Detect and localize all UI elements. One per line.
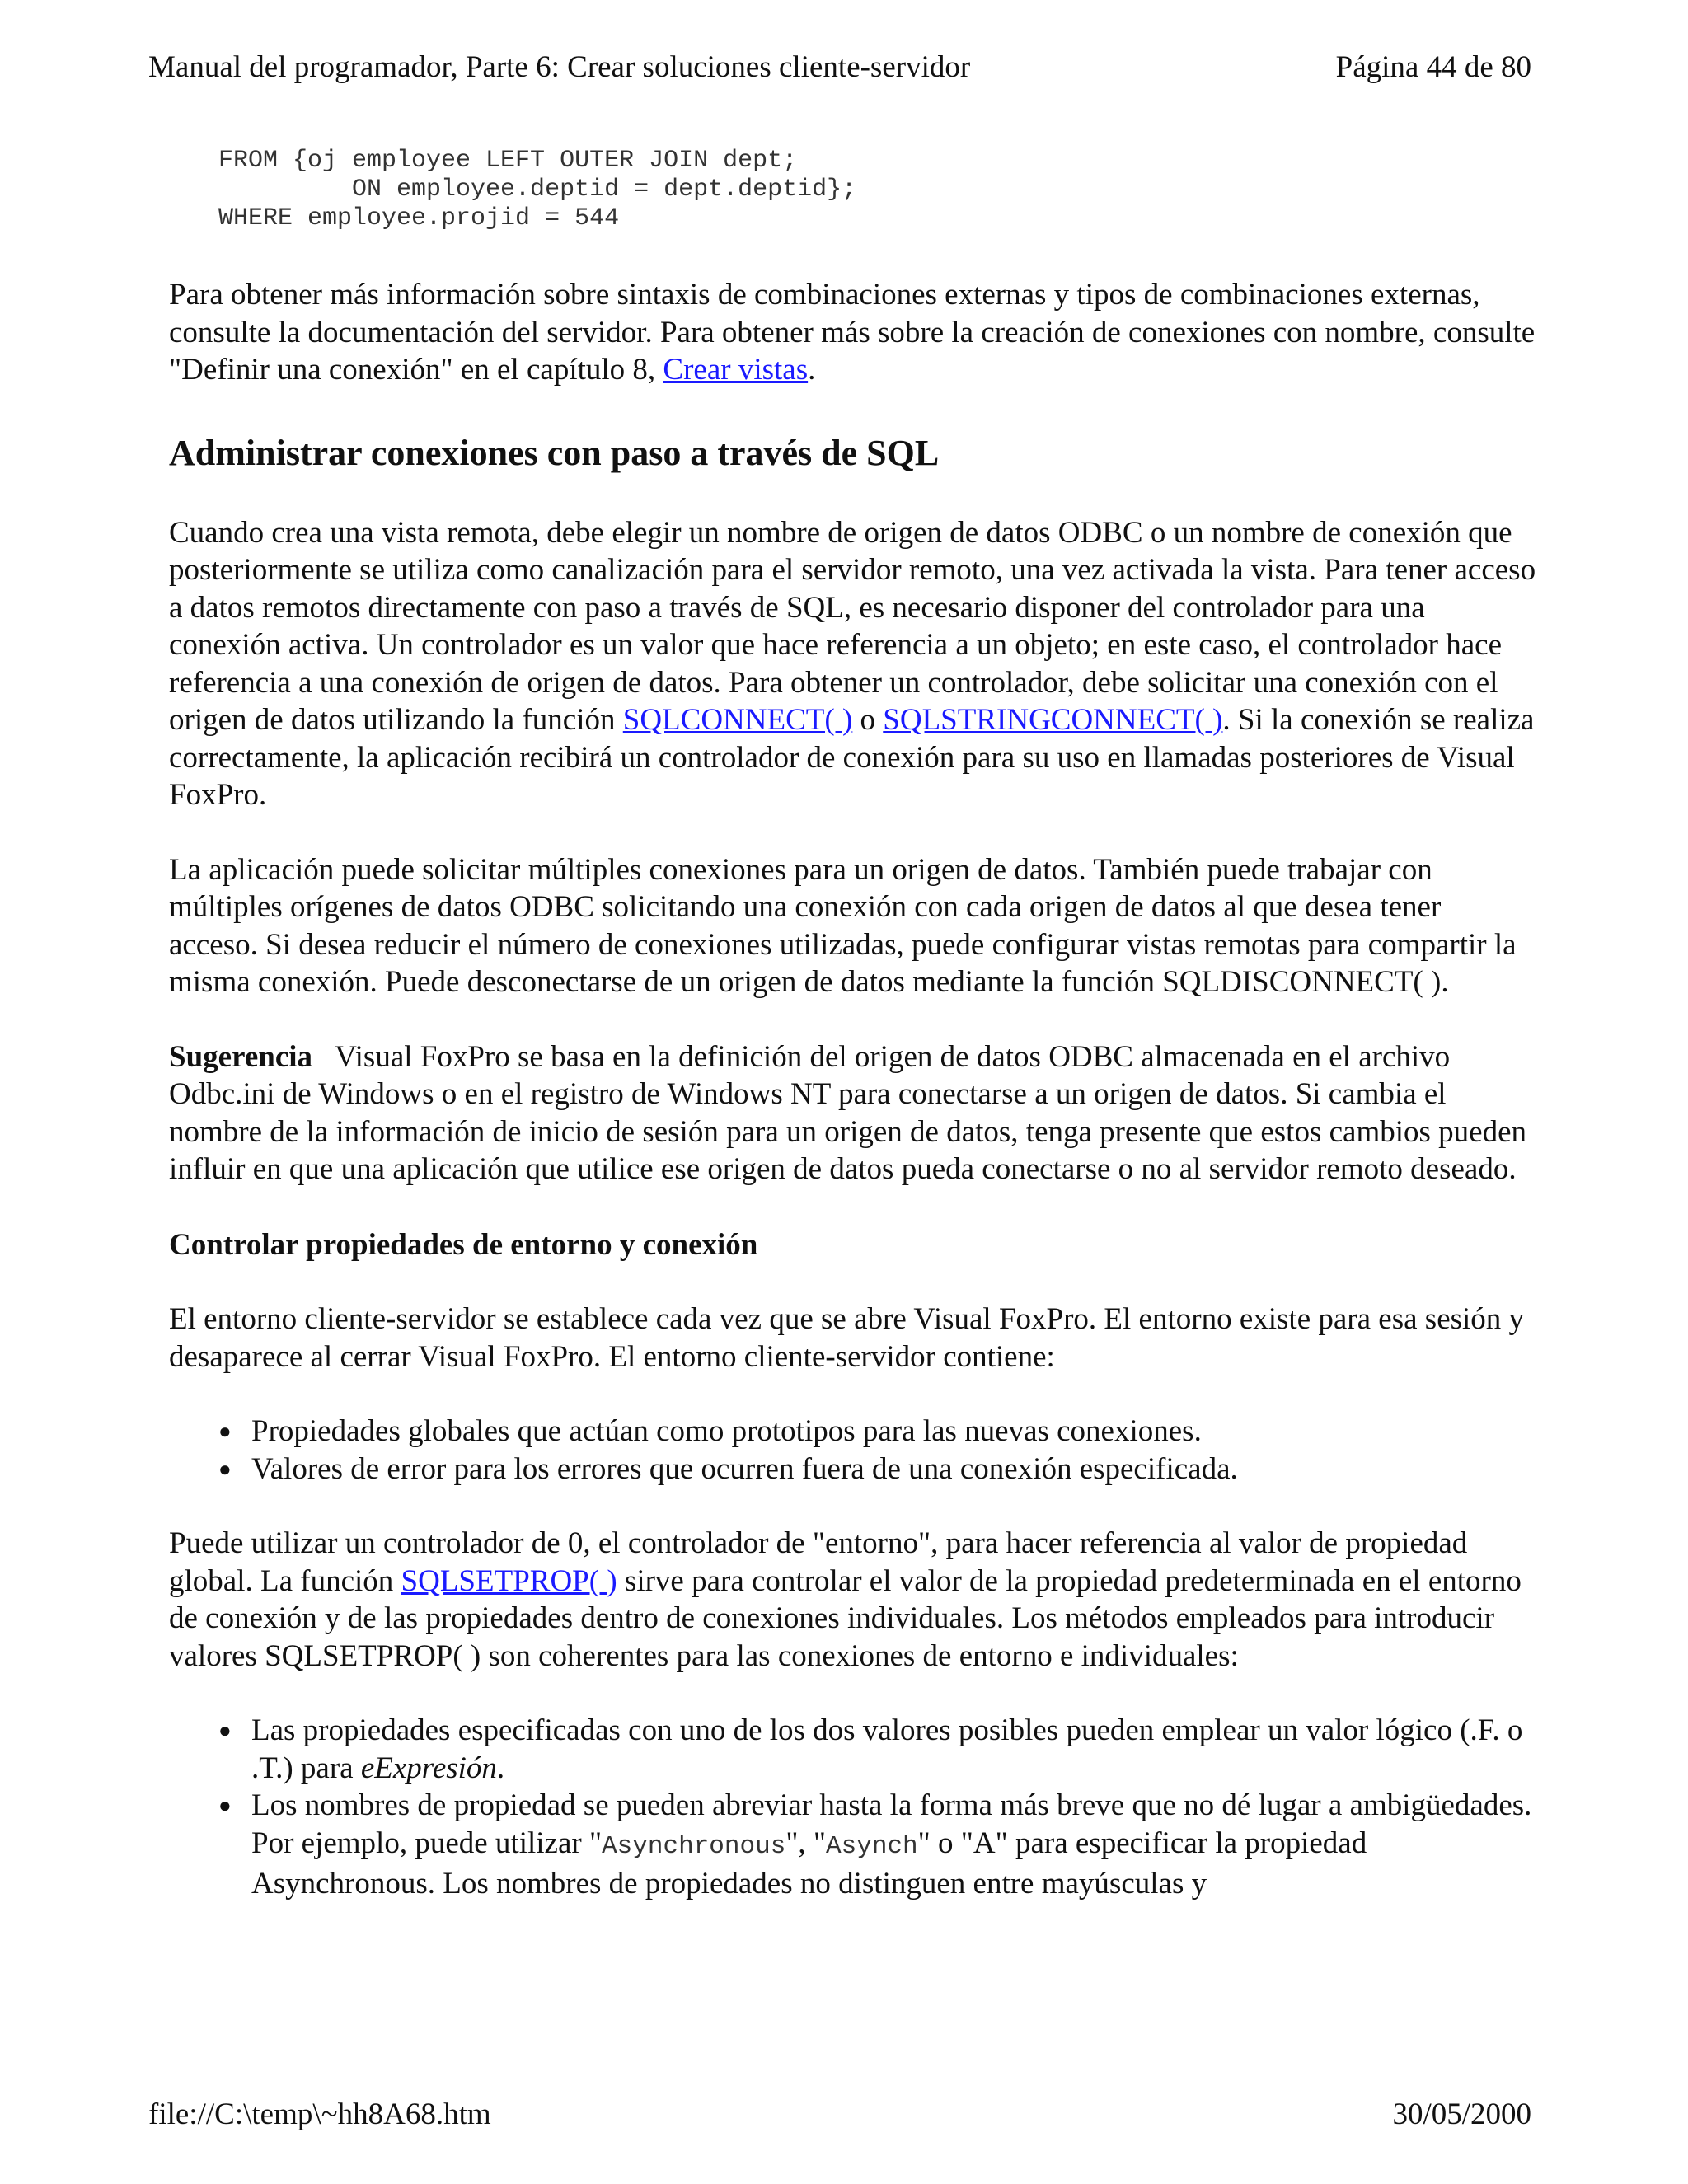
code-line: WHERE employee.projid = 544 [218, 204, 620, 232]
environment-list [169, 1413, 1537, 1488]
link-sqlconnect[interactable]: SQLCONNECT( ) [622, 703, 853, 737]
paragraph-sqlsetprop: Puede utilizar un controlador de 0, el controlador de "entorno", para hacer referencia al valor de propiedad global. La función SQLSETPROP( ) sirve para controlar el valor de la propiedad predeterminada en el entorno de conexión y de las propiedades dentro de conexiones individuales. Los métodos empleados para introducir valores SQLSETPROP( ) son coherentes para las conexiones de entorno e individuales: [169, 1526, 1522, 1673]
code-block [218, 147, 1537, 233]
bullet-icon: ● [218, 1718, 232, 1742]
link-sqlsetprop[interactable]: SQLSETPROP( ) [401, 1563, 617, 1598]
list-item: ● Valores de error para los errores que ocurren fuera de una conexión especificada. [169, 1451, 1537, 1488]
list-item: ● Los nombres de propiedad se pueden abreviar hasta la forma más breve que no dé lugar a ambigüedades. Por ejemplo, puede utilizar "Asynchronous", "Asynch" o "A" para especificar la propiedad Asynchronous. Los nombres de propiedades no distinguen entre mayúsculas y [218, 1788, 1532, 1900]
link-sqlstringconnect[interactable]: SQLSTRINGCONNECT( ) [883, 703, 1223, 737]
print-date: 30/05/2000 [1392, 2097, 1531, 2131]
bullet-icon: ● [218, 1793, 232, 1817]
page-header [148, 48, 1531, 87]
paragraph-multiple-connections: La aplicación puede solicitar múltiples conexiones para un origen de datos. También puede trabajar con múltiples orígenes de datos ODBC solicitando una conexión con cada origen de datos al que desea tener acceso. Si desea reducir el número de conexiones utilizadas, puede configurar vistas remotas para compartir la misma conexión. Puede desconectarse de un origen de datos mediante la función SQLDISCONNECT( ). [169, 852, 1517, 999]
code-line: ON employee.deptid = dept.deptid}; [218, 176, 857, 204]
link-crear-vistas[interactable]: Crear vistas [663, 353, 809, 387]
property-rules-list [169, 1712, 1537, 1903]
section-heading-connections: Administrar conexiones con paso a través de SQL [169, 432, 940, 473]
bullet-icon: ● [218, 1419, 232, 1443]
tip-paragraph: Sugerencia Visual FoxPro se basa en la definición del origen de datos ODBC almacenada en el archivo Odbc.ini de Windows o en el registro de Windows NT para conectarse a un origen de datos. Si cambia el nombre de la información de inicio de sesión para un origen de datos, tenga presente que estos cambios pueden influir en que una aplicación que utilice ese origen de datos pueda conectarse o no al servidor remoto deseado. [169, 1039, 1527, 1186]
subheading-environment-properties: Controlar propiedades de entorno y conexión [169, 1227, 758, 1262]
page-footer [148, 2095, 1531, 2135]
paragraph-environment: El entorno cliente-servidor se establece cada vez que se abre Visual FoxPro. El entorno existe para esa sesión y desaparece al cerrar Visual FoxPro. El entorno cliente-servidor contiene: [169, 1302, 1525, 1374]
page-content [169, 147, 1537, 1903]
paragraph-handles: Cuando crea una vista remota, debe elegir un nombre de origen de datos ODBC o un nombre de conexión que posteriormente se utiliza como canalización para el servidor remoto, una vez activada la vista. Para tener acceso a datos remotos directamente con paso a través de SQL, es necesario disponer del controlador para una conexión activa. Un controlador es un valor que hace referencia a un objeto; en este caso, el controlador hace referencia a una conexión de origen de datos. Para obtener un controlador, debe solicitar una conexión con el origen de datos utilizando la función SQLCONNECT( ) o SQLSTRINGCONNECT( ). Si la conexión se realiza correctamente, la aplicación recibirá un controlador de conexión para su uso en llamadas posteriores de Visual FoxPro. [169, 515, 1536, 812]
code-line: FROM {oj employee LEFT OUTER JOIN dept; [218, 147, 798, 175]
paragraph-outer-joins: Para obtener más información sobre sintaxis de combinaciones externas y tipos de combinaciones externas, consulte la documentación del servidor. Para obtener más sobre la creación de conexiones con nombre, consulte "Definir una conexión" en el capítulo 8, Crear vistas. [169, 278, 1536, 387]
document-title: Manual del programador, Parte 6: Crear soluciones cliente-servidor [148, 50, 971, 84]
list-item: ● Propiedades globales que actúan como prototipos para las nuevas conexiones. [169, 1413, 1537, 1451]
bullet-icon: ● [218, 1456, 232, 1481]
page-number: Página 44 de 80 [1335, 50, 1531, 84]
tip-label: Sugerencia [169, 1039, 313, 1074]
file-path: file://C:\temp\~hh8A68.htm [148, 2097, 491, 2131]
list-item: ● Las propiedades especificadas con uno de los dos valores posibles pueden emplear un valor lógico (.F. o .T.) para eExpresión. [218, 1713, 1523, 1785]
